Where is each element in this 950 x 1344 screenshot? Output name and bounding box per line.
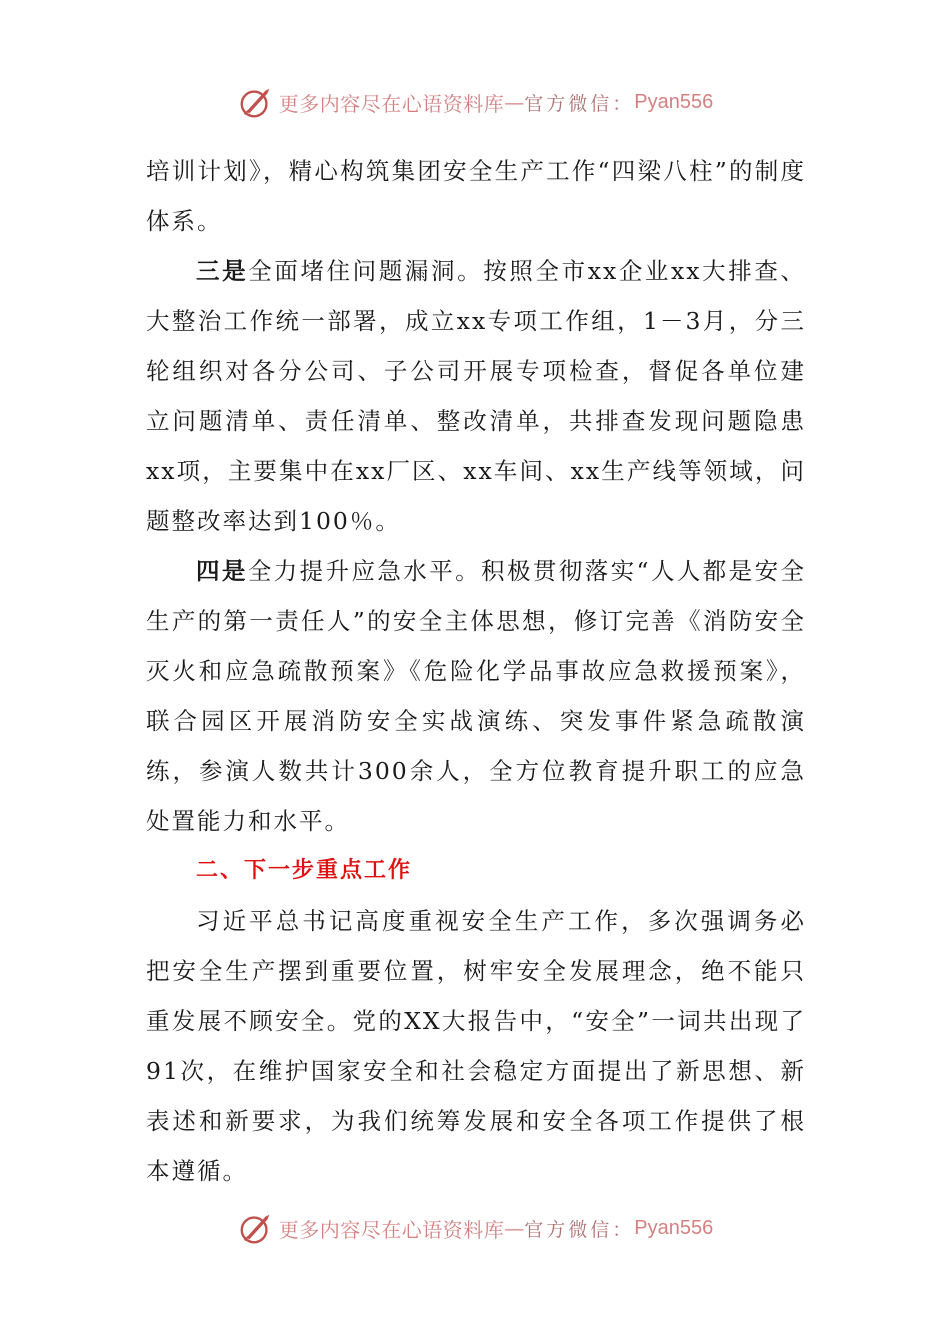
point-three-lead: 三是	[196, 257, 249, 285]
watermark-dash: —	[504, 1216, 525, 1240]
paragraph-point-four	[146, 546, 806, 846]
footer-watermark	[0, 1208, 950, 1248]
point-four-lead: 四是	[196, 557, 248, 585]
section-heading: 二、下一步重点工作	[196, 858, 413, 883]
watermark-label: 官方微信：	[524, 92, 635, 115]
watermark-label: 官方微信：	[524, 1218, 635, 1241]
quill-logo-icon	[237, 1209, 275, 1247]
point-three-body: 全面堵住问题漏洞。按照全市xx企业xx大排查、大整治工作统一部署，成立xx专项工作组，1－3月，分三轮组织对各分公司、子公司开展专项检查，督促各单位建立问题清单、责任清单、整改清单，共排查发现问题隐患xx项，主要集中在xx厂区、xx车间、xx生产线等领域，问题整改率达到100％。	[146, 257, 807, 535]
watermark-dash: —	[504, 90, 525, 114]
paragraph-point-three	[146, 246, 806, 546]
watermark-wechat-id: Pyan556	[634, 1216, 714, 1239]
point-four-body: 全力提升应急水平。积极贯彻落实“人人都是安全生产的第一责任人”的安全主体思想，修订完善《消防安全灭火和应急疏散预案》《危险化学品事故应急救援预案》，联合园区开展消防安全实战演练、突发事件紧急疏散演练，参演人数共计300余人，全方位教育提升职工的应急处置能力和水平。	[146, 557, 807, 835]
watermark-text: 更多内容尽在心语资料库	[278, 91, 505, 116]
watermark-wechat-id: Pyan556	[634, 90, 714, 113]
header-watermark	[0, 82, 950, 122]
watermark-text: 更多内容尽在心语资料库	[278, 1217, 505, 1242]
paragraph-next-steps: 习近平总书记高度重视安全生产工作，多次强调务必把安全生产摆到重要位置，树牢安全发展理念，绝不能只重发展不顾安全。党的XX大报告中，“安全”一词共出现了91次，在维护国家安全和社会稳定方面提出了新思想、新表述和新要求，为我们统筹发展和安全各项工作提供了根本遵循。	[146, 907, 806, 1185]
paragraph-training-plan: 培训计划》，精心构筑集团安全生产工作“四梁八柱”的制度体系。	[146, 157, 806, 235]
document-body	[146, 146, 806, 1196]
quill-logo-icon	[237, 83, 275, 121]
